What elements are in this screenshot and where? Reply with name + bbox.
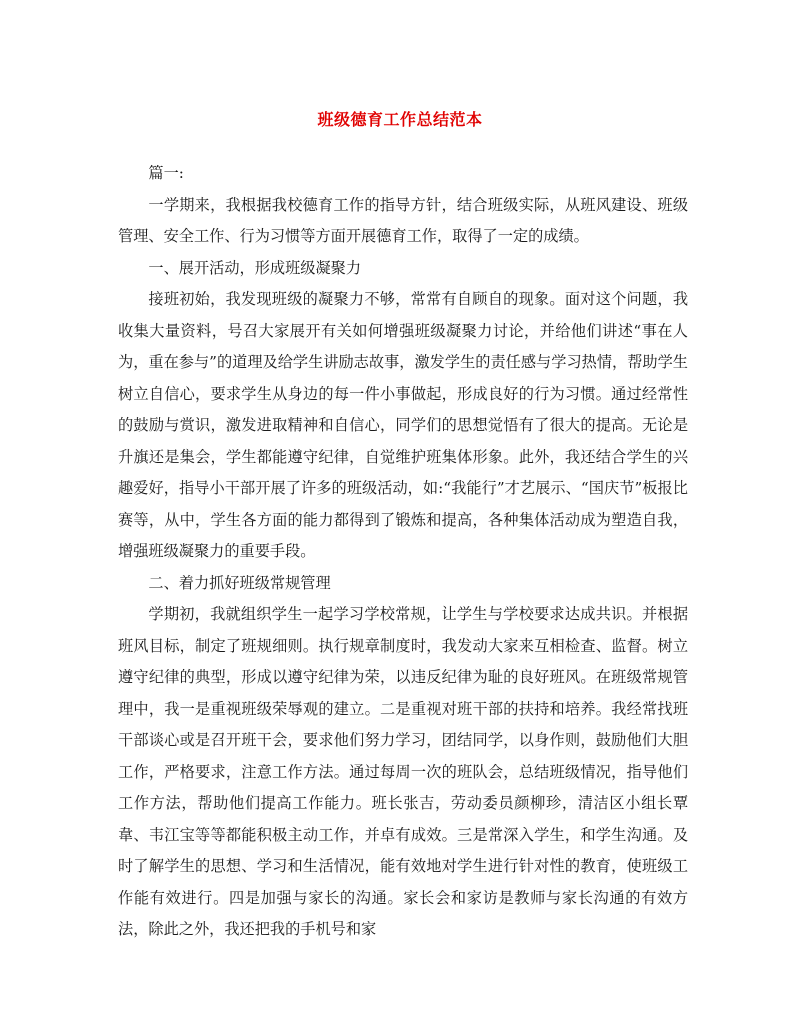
section-label-part-one: 篇一:: [148, 164, 184, 182]
heading-section-two: 二、着力抓好班级常规管理: [148, 573, 331, 592]
document-body: [118, 158, 688, 946]
paragraph-section-one: 接班初始，我发现班级的凝聚力不够，常常有自顾自的现象。面对这个问题，我收集大量资料，号召大家展开有关如何增强班级凝聚力讨论，并给他们讲述“事在人为，重在参与”的道理及给学生讲励志故事，激发学生的责任感与学习热情，帮助学生树立自信心，要求学生从身边的每一件小事做起，形成良好的行为习惯。通过经常性的鼓励与赏识，激发进取精神和自信心，同学们的思想觉悟有了很大的提高。无论是升旗还是集会，学生都能遵守纪律，自觉维护班集体形象。此外，我还结合学生的兴趣爱好，指导小干部开展了许多的班级活动，如:“我能行”才艺展示、“国庆节”板报比赛等，从中，学生各方面的能力都得到了锻炼和提高，各种集体活动成为塑造自我，增强班级凝聚力的重要手段。: [118, 290, 688, 560]
document-title: 班级德育工作总结范本: [317, 110, 483, 129]
heading-section-one: 一、展开活动，形成班级凝聚力: [148, 258, 362, 277]
paragraph-section-two: 学期初，我就组织学生一起学习学校常规，让学生与学校要求达成共识。并根据班风目标，制定了班规细则。执行规章制度时，我发动大家来互相检查、监督。树立遵守纪律的典型，形成以遵守纪律为荣，以违反纪律为耻的良好班风。在班级常规管理中，我一是重视班级荣辱观的建立。二是重视对班干部的扶持和培养。我经常找班干部谈心或是召开班干会，要求他们努力学习，团结同学，以身作则，鼓励他们大胆工作，严格要求，注意工作方法。通过每周一次的班队会，总结班级情况，指导他们工作方法，帮助他们提高工作能力。班长张吉，劳动委员颜柳珍，清洁区小组长覃韋、韦江宝等等都能积极主动工作，并卓有成效。三是常深入学生，和学生沟通。及时了解学生的思想、学习和生活情况，能有效地对学生进行针对性的教育，使班级工作能有效进行。四是加强与家长的沟通。家长会和家访是教师与家长沟通的有效方法，除此之外，我还把我的手机号和家: [118, 605, 688, 938]
intro-paragraph: 一学期来，我根据我校德育工作的指导方针，结合班级实际，从班风建设、班级管理、安全工作、行为习惯等方面开展德育工作，取得了一定的成绩。: [118, 195, 688, 245]
